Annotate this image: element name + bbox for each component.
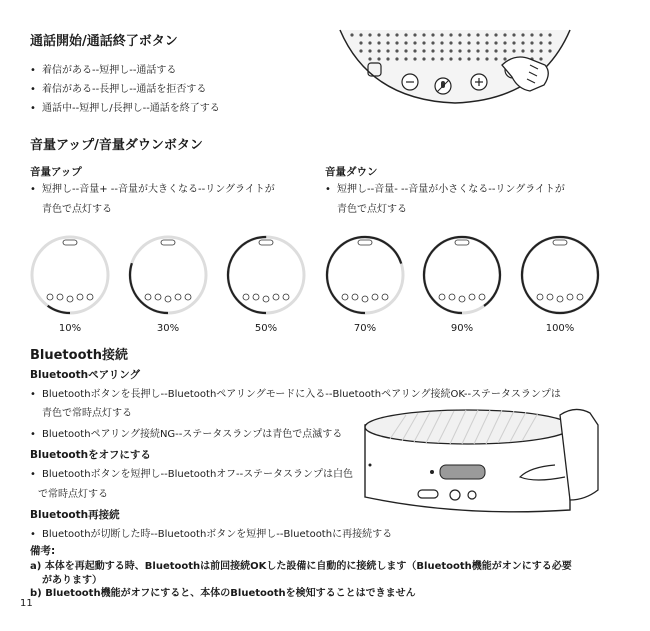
volume-up-heading: 音量アップ [30, 166, 82, 178]
bt-reconnect-line1: • Bluetoothが切断した時--Bluetoothボタンを短押し--Bluetoothに再接続する [30, 528, 392, 542]
volume-level-label: 10% [58, 323, 82, 334]
volume-level-label: 100% [545, 323, 575, 334]
bt-pairing-line1: • Bluetoothボタンを長押し--Bluetoothペアリングモードに入る--Bluetoothペアリング接続OK--ステータスランプは [30, 388, 561, 402]
speaker-level-6 [515, 230, 605, 320]
call-section-title: 通話開始/通話終了ボタン [30, 34, 178, 49]
bt-off-line1: • Bluetoothボタンを短押し--Bluetoothオフ--ステータスランプは白色 [30, 468, 353, 482]
speaker-level-2 [123, 230, 213, 320]
volume-level-label: 30% [156, 323, 180, 334]
volume-up-line2: 青色で点灯する [42, 204, 112, 215]
volume-up-line1: • 短押し--音量+ --音量が大きくなる--リングライトが [30, 183, 275, 197]
bt-reconnect-heading: Bluetooth再接続 [30, 509, 120, 521]
bt-pairing-heading: Bluetoothペアリング [30, 369, 141, 381]
bluetooth-section-title: Bluetooth接続 [30, 348, 128, 363]
speaker-buttons-illustration [330, 25, 580, 110]
volume-section-title: 音量アップ/音量ダウンボタン [30, 138, 203, 153]
bt-off-heading: Bluetoothをオフにする [30, 449, 151, 461]
call-item-3: • 通話中--短押し/長押し--通話を終了する [30, 102, 220, 116]
volume-down-heading: 音量ダウン [325, 166, 378, 178]
volume-down-line1: • 短押し--音量- --音量が小さくなる--リングライトが [325, 183, 565, 197]
bt-pairing-line2: 青色で常時点灯する [42, 408, 132, 419]
volume-level-label: 90% [450, 323, 474, 334]
call-item-2: • 着信がある--長押し--通話を拒否する [30, 83, 206, 97]
page-number: 11 [20, 598, 33, 609]
speaker-level-5 [417, 230, 507, 320]
bt-pairing-ng: • Bluetoothペアリング接続NG--ステータスランプは青色で点滅する [30, 428, 342, 442]
volume-level-label: 50% [254, 323, 278, 334]
note-a-line1: a) 本体を再起動する時、Bluetoothは前回接続OKした設備に自動的に接続します（Bluetooth機能がオンにする必要 [30, 561, 572, 572]
bt-off-line2: で常時点灯する [38, 489, 108, 500]
note-b: b) Bluetooth機能がオフにすると、本体のBluetoothを検知することはできません [30, 588, 416, 599]
speaker-side-illustration [360, 405, 600, 520]
speaker-level-3 [221, 230, 311, 320]
speaker-level-4 [320, 230, 410, 320]
call-item-1: • 着信がある--短押し--通話する [30, 64, 176, 78]
notes-heading: 備考: [30, 545, 56, 557]
volume-level-label: 70% [353, 323, 377, 334]
volume-down-line2: 青色で点灯する [337, 204, 407, 215]
note-a-line2: があります） [42, 575, 102, 586]
speaker-level-1 [25, 230, 115, 320]
